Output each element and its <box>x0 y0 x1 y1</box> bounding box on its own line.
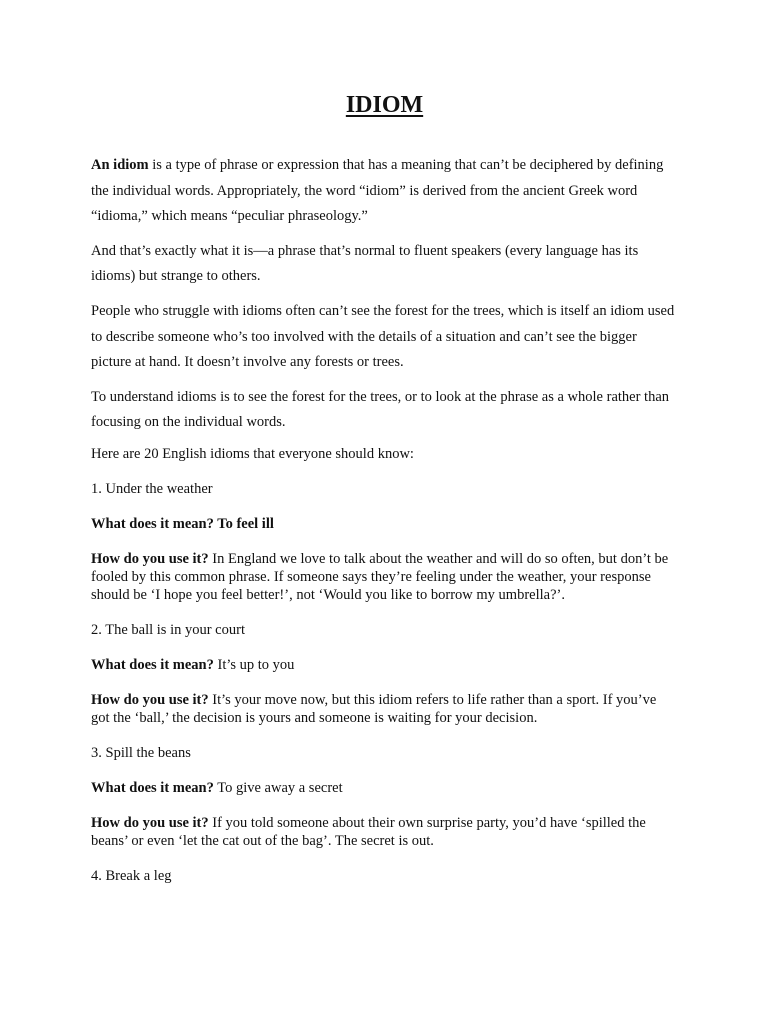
idiom-meaning <box>91 779 678 797</box>
idiom-heading: 3. Spill the beans <box>91 744 191 761</box>
meaning-label: What does it mean? <box>91 515 214 532</box>
meaning-text: To feel ill <box>213 515 274 532</box>
list-intro: Here are 20 English idioms that everyone should know: <box>91 445 414 462</box>
intro-paragraph-definition <box>91 153 678 230</box>
intro-paragraph-forest: People who struggle with idioms often can’t see the forest for the trees, which is itself an idiom used to describe someone who’s too involved with the details of a situation and can’t see the bigger picture at hand. It doesn’t involve any forests or trees. <box>91 302 675 371</box>
idiom-heading: 1. Under the weather <box>91 480 213 497</box>
usage-label: How do you use it? <box>91 550 209 567</box>
intro-paragraph-understanding: To understand idioms is to see the forest for the trees, or to look at the phrase as a whole rather than focusing on the individual words. <box>91 388 670 431</box>
idiom-usage <box>91 691 678 727</box>
idiom-usage <box>91 550 678 604</box>
meaning-text: It’s up to you <box>213 656 295 673</box>
intro-lead-term: An idiom <box>91 157 149 173</box>
idiom-heading: 2. The ball is in your court <box>91 621 245 638</box>
intro-paragraph-explanation: And that’s exactly what it is—a phrase that’s normal to fluent speakers (every language has its idioms) but strange to others. <box>91 242 639 285</box>
idiom-usage <box>91 814 678 850</box>
meaning-label: What does it mean? <box>91 656 214 673</box>
idiom-meaning <box>91 656 678 674</box>
idiom-meaning <box>91 515 678 533</box>
meaning-label: What does it mean? <box>91 779 214 796</box>
meaning-text: To give away a secret <box>213 779 343 796</box>
intro-definition-text: is a type of phrase or expression that has a meaning that can’t be deciphered by defining the individual words. Appropriately, the word “idiom” is derived from the ancient Greek word “idioma,” which means “peculiar phraseology.” <box>91 157 664 225</box>
usage-label: How do you use it? <box>91 814 209 831</box>
idiom-heading: 4. Break a leg <box>91 867 172 884</box>
page-title: IDIOM <box>345 92 424 118</box>
usage-label: How do you use it? <box>91 691 209 708</box>
usage-text: It’s your move now, but this idiom refers to life rather than a sport. If you’ve got the ‘ball,’ the decision is yours and someone is waiting for your decision. <box>91 691 657 726</box>
usage-text: If you told someone about their own surprise party, you’d have ‘spilled the beans’ or even ‘let the cat out of the bag’. The secret is out. <box>91 814 646 849</box>
usage-text: In England we love to talk about the weather and will do so often, but don’t be fooled by this common phrase. If someone says they’re feeling under the weather, your response should be ‘I hope you feel better!’, not ‘Would you like to borrow my umbrella?’. <box>91 550 669 603</box>
